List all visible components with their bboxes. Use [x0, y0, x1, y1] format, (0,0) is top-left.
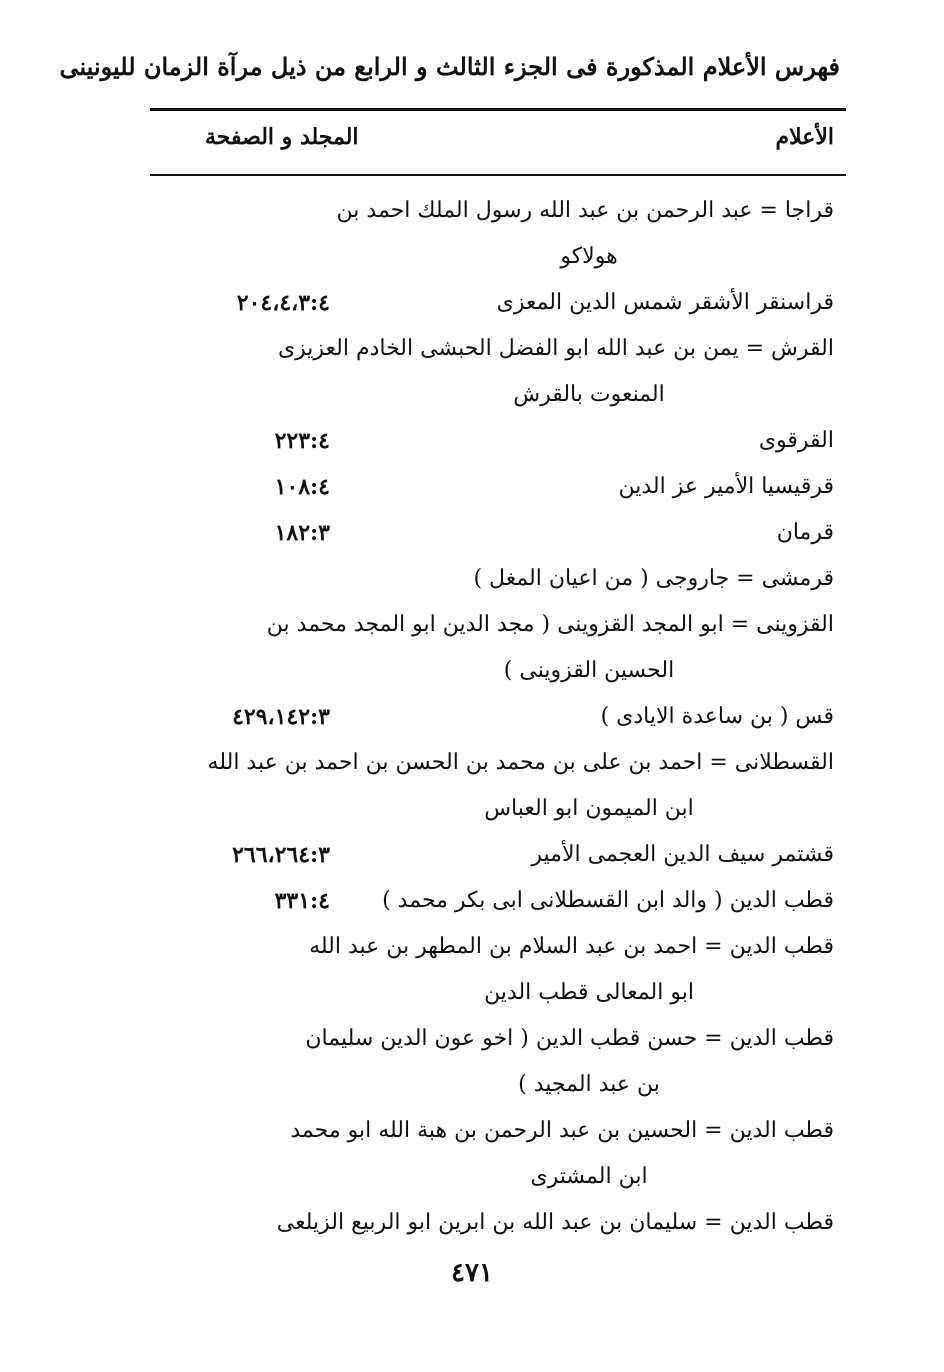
index-entry [0, 878, 944, 924]
entry-volume-page: ٢٠٤،٤،٣:٤ [236, 290, 330, 316]
index-entry [0, 280, 944, 326]
index-entry [0, 924, 944, 1016]
column-header-rule [150, 174, 846, 176]
page-number: ٤٧١ [451, 1258, 493, 1288]
index-entry [0, 556, 944, 602]
entry-name: قطب الدين = حسن قطب الدين ( اخو عون الدين سليمان [305, 1026, 834, 1051]
index-entry [0, 740, 944, 832]
entry-name: قطب الدين = احمد بن عبد السلام بن المطهر بن عبد الله [309, 934, 834, 959]
index-entry [0, 188, 944, 280]
index-entry [0, 832, 944, 878]
column-header-names: الأعلام [775, 124, 834, 150]
entry-name: قس ( بن ساعدة الايادى ) [600, 704, 834, 729]
index-entry [0, 602, 944, 694]
page-title: فهرس الأعلام المذكورة فى الجزء الثالث و الرابع من ذيل مرآة الزمان لليونينى [59, 52, 840, 81]
entry-name: قطب الدين = سليمان بن عبد الله بن ابرين ابو الربيع الزيلعى [276, 1210, 834, 1235]
index-entry [0, 464, 944, 510]
entry-name: قرمان [776, 520, 834, 545]
column-header-volume-page: المجلد و الصفحة [205, 124, 359, 150]
entry-continuation: المنعوت بالقرش [513, 382, 665, 407]
entry-volume-page: ٤٢٩،١٤٢:٣ [232, 704, 330, 730]
entry-name: قرمشى = جاروجى ( من اعيان المغل ) [473, 566, 834, 591]
entry-name: القسطلانى = احمد بن على بن محمد بن الحسن بن احمد بن عبد الله [207, 750, 834, 775]
entry-name: القرش = يمن بن عبد الله ابو الفضل الحبشى الخادم العزيزى [277, 336, 834, 361]
entry-volume-page: ١٠٨:٤ [274, 474, 330, 500]
index-entries [0, 188, 944, 1246]
entry-name: قراجا = عبد الرحمن بن عبد الله رسول الملك احمد بن [336, 198, 834, 223]
entry-continuation: ابو المعالى قطب الدين [484, 980, 694, 1005]
header-rule [150, 108, 846, 111]
entry-volume-page: ٢٢٣:٤ [274, 428, 330, 454]
entry-name: قشتمر سيف الدين العجمى الأمير [531, 842, 834, 867]
entry-name: قطب الدين = الحسين بن عبد الرحمن بن هبة الله ابو محمد [290, 1118, 834, 1143]
entry-continuation: الحسين القزوينى ) [503, 658, 675, 683]
entry-continuation: ابن المشترى [530, 1164, 648, 1189]
entry-volume-page: ١٨٢:٣ [274, 520, 330, 546]
entry-name: قطب الدين ( والد ابن القسطلانى ابى بكر محمد ) [382, 888, 834, 913]
entry-volume-page: ٢٦٦،٢٦٤:٣ [232, 842, 330, 868]
entry-volume-page: ٣٣١:٤ [274, 888, 330, 914]
entry-continuation: هولاكو [560, 244, 618, 269]
entry-continuation: بن عبد المجيد ) [518, 1072, 660, 1097]
entry-continuation: ابن الميمون ابو العباس [484, 796, 694, 821]
entry-name: القرقوى [758, 428, 834, 453]
index-entry [0, 326, 944, 418]
index-entry [0, 510, 944, 556]
index-entry [0, 418, 944, 464]
entry-name: قراسنقر الأشقر شمس الدين المعزى [496, 290, 834, 315]
index-entry [0, 1016, 944, 1108]
entry-name: القزوينى = ابو المجد القزوينى ( مجد الدين ابو المجد محمد بن [266, 612, 834, 637]
index-entry [0, 1200, 944, 1246]
index-entry [0, 1108, 944, 1200]
index-entry [0, 694, 944, 740]
entry-name: قرقيسيا الأمير عز الدين [618, 474, 834, 499]
